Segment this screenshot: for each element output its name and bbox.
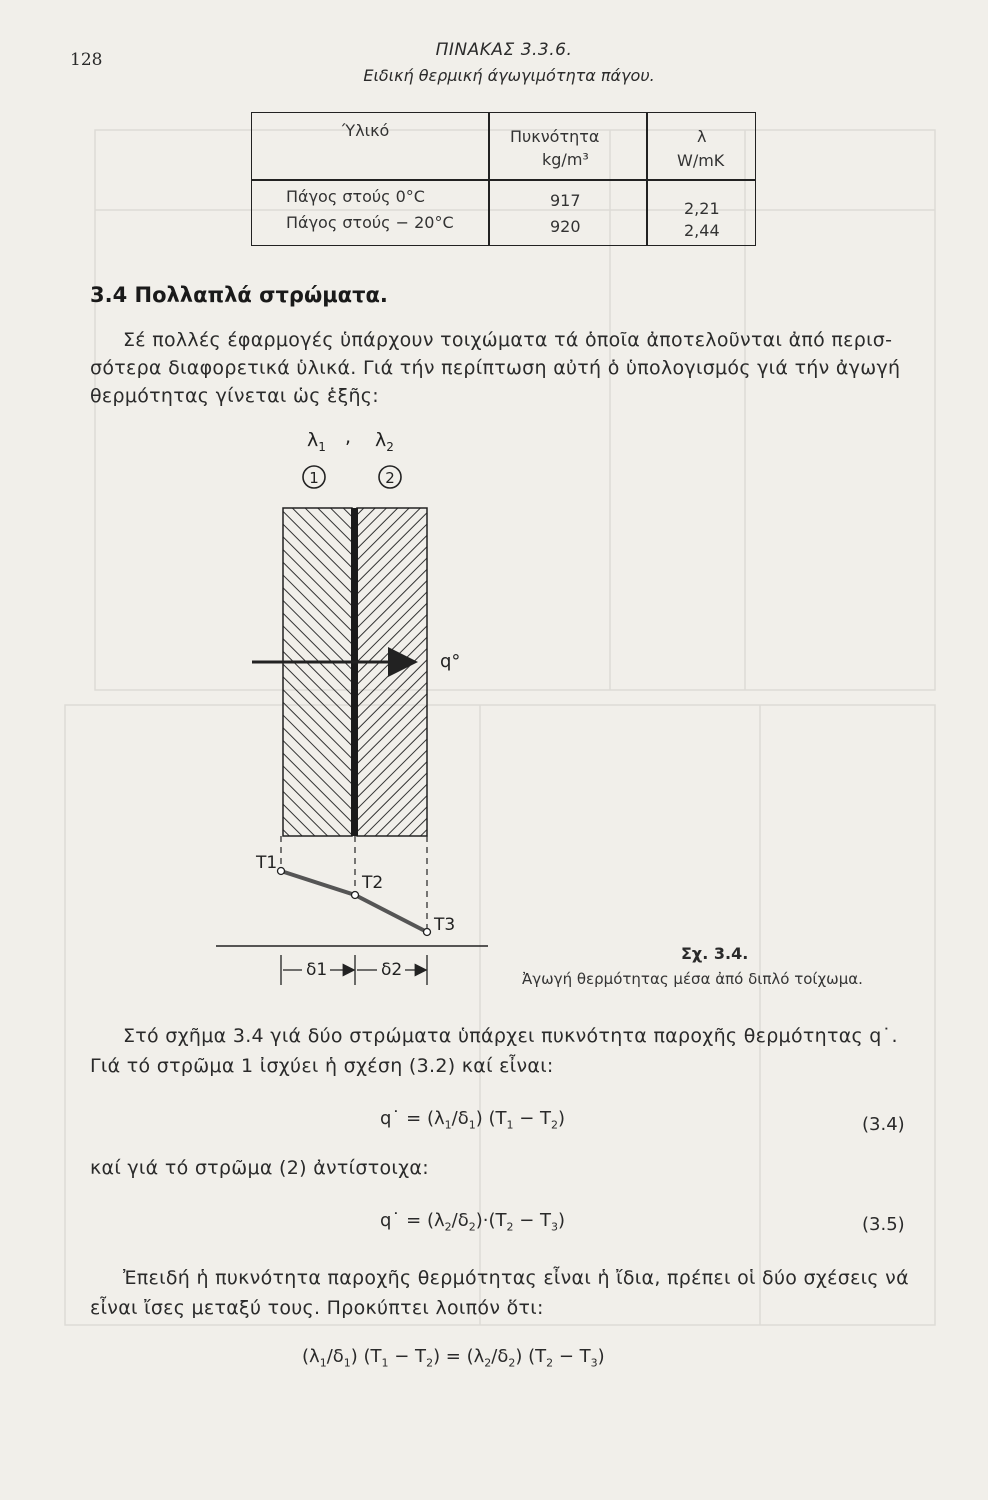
t2-label: T2 (362, 873, 384, 893)
lambda-1-label: $\lambda_1$ (307, 429, 326, 454)
equation-final: $(\lambda_1/\delta_1) (T_1 - T_2) = (\lambda_2/\delta_2) (T_2 - T_3)$ (302, 1346, 605, 1370)
lambda-separator: , (345, 426, 352, 448)
page-number: 128 (70, 50, 103, 70)
header-lambda: λ (697, 127, 707, 146)
paragraph-line: Γιά τό στρῶμα 1 ἰσχύει ἡ σχέση (3.2) καί εἶναι: (90, 1055, 554, 1077)
header-lambda-unit: W/mK (677, 151, 725, 170)
equation-3-4: q˙ = $(\lambda_1/\delta_1) (T_1 - T_2)$ (380, 1108, 566, 1132)
intro-line: Σέ πολλές έφαρμογές ὑπάρχουν τοιχώματα τά ὁποῖα ἀποτελοῦνται ἀπό περισ- (123, 329, 893, 351)
t1-label: T1 (256, 853, 278, 873)
t1-point (278, 868, 285, 875)
wall-layer-2 (357, 508, 427, 836)
wall-layer-1 (283, 508, 352, 836)
table-subtitle: Ειδική θερμική άγωγιμότητα πάγου. (363, 66, 655, 85)
table-row-1-density: 917 (550, 191, 581, 210)
table-row-1-material: Πάγος στούς 0°C (286, 187, 425, 206)
layer-2-number: 2 (385, 469, 395, 487)
intro-line: θερμότητας γίνεται ὡς ἑξῆς: (90, 385, 379, 407)
temperature-profile (281, 871, 427, 932)
header-density-unit: kg/m³ (542, 150, 589, 169)
delta-2-label: δ2 (381, 960, 403, 980)
t3-label: T3 (434, 915, 456, 935)
t3-point (424, 929, 431, 936)
table-row-2-lambda: 2,44 (684, 221, 720, 240)
lambda-2-label: $\lambda_2$ (375, 429, 394, 454)
figure-caption-text: Ἀγωγή θερμότητας μέσα ἀπό διπλό τοίχωμα. (522, 970, 863, 988)
equation-3-5-number: (3.5) (862, 1214, 905, 1235)
layer-interface (351, 508, 358, 836)
table-row-2-density: 920 (550, 217, 581, 236)
t2-point (352, 892, 359, 899)
header-density: Πυκνότητα (510, 127, 600, 146)
header-material: Ύλικό (342, 121, 390, 140)
paragraph-line: Ἐπειδή ἡ πυκνότητα παροχῆς θερμότητας εἶναι ἡ ἴδια, πρέπει οἱ δύο σχέσεις νά (123, 1267, 909, 1289)
equation-3-4-number: (3.4) (862, 1114, 905, 1135)
table-row-1-lambda: 2,21 (684, 199, 720, 218)
intro-line: σότερα διαφορετικά ὑλικά. Γιά τήν περίπτωση αὐτή ὁ ὑπολογισμός γιά τήν ἀγωγή (90, 357, 901, 379)
section-heading: 3.4 Πολλαπλά στρώματα. (90, 283, 388, 307)
paragraph-line: εἶναι ἴσες μεταξύ τους. Προκύπτει λοιπόν ὅτι: (90, 1297, 544, 1319)
equation-3-5: q˙ = $(\lambda_2/\delta_2)\cdot(T_2 - T_3)$ (380, 1210, 566, 1234)
delta-1-label: δ1 (306, 960, 328, 980)
paragraph-line: καί γιά τό στρῶμα (2) ἀντίστοιχα: (90, 1157, 429, 1179)
paragraph-line: Στό σχῆμα 3.4 γιά δύο στρώματα ὑπάρχει πυκνότητα παροχῆς θερμότητας q˙. (123, 1025, 898, 1047)
figure-caption-number: Σχ. 3.4. (681, 944, 749, 963)
layer-1-number: 1 (309, 469, 319, 487)
heat-flux-label: q° (440, 651, 461, 672)
table-row-2-material: Πάγος στούς − 20°C (286, 213, 454, 232)
table-title: ΠΙΝΑΚΑΣ 3.3.6. (435, 40, 573, 60)
